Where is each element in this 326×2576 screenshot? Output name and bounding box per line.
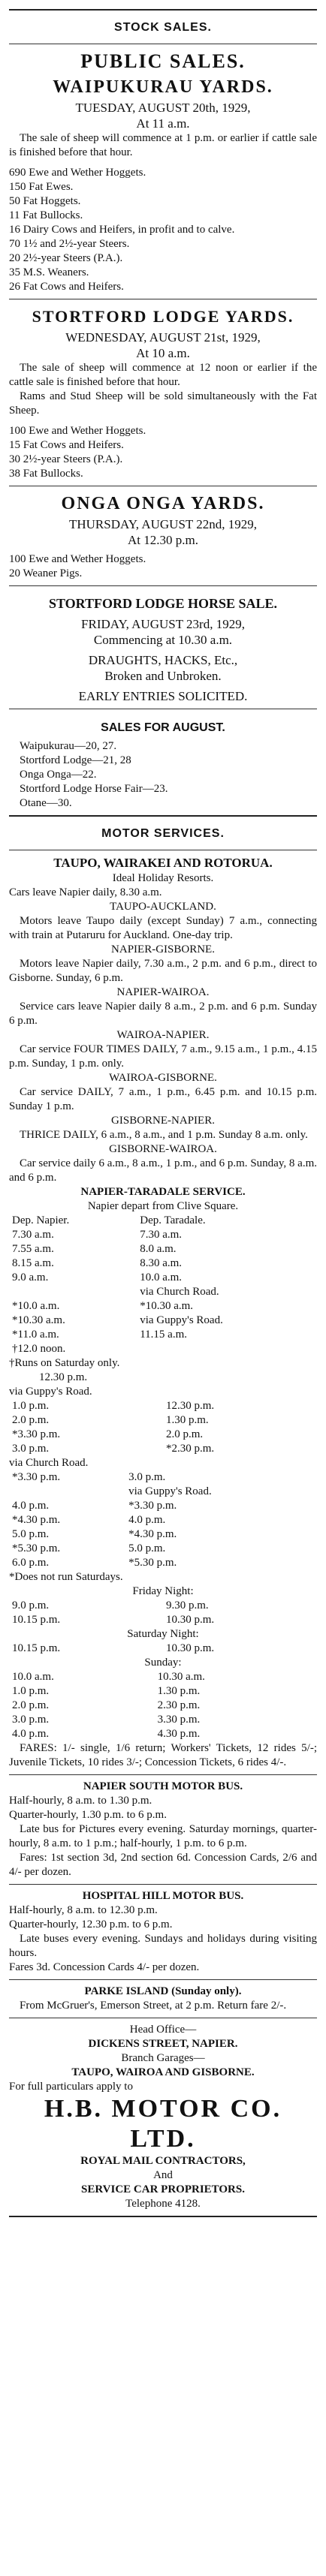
hospital-hill-line-1: Half-hourly, 8 a.m. to 12.30 p.m. (9, 1904, 158, 1916)
table-cell: 2.0 p.m. (12, 1699, 50, 1711)
table-row (9, 1642, 317, 1656)
hospital-hill-line-4: Fares 3d. Concession Cards 4/- per dozen. (9, 1961, 200, 1973)
table-cell: 3.0 p.m. (12, 1443, 50, 1455)
table-row (9, 1684, 317, 1699)
napier-south-line-2: Quarter-hourly, 1.30 p.m. to 6 p.m. (9, 1809, 167, 1821)
list-item: 15 Fat Cows and Heifers. (9, 439, 124, 451)
column-header: Dep. Taradale. (140, 1214, 206, 1226)
table-cell: 10.15 p.m. (12, 1642, 61, 1654)
wairoa-gisborne-line: Car service DAILY, 7 a.m., 1 p.m., 6.45 p.m. and 10.15 p.m. Sunday 1 p.m. (9, 1086, 317, 1112)
list-item: 30 2½-year Steers (P.A.). (9, 453, 123, 465)
stortford-note-2: Rams and Stud Sheep will be sold simultaneously with the Fat Sheep. (9, 390, 317, 417)
hospital-hill-line-3: Late buses every evening. Sundays and holidays during visiting hours. (9, 1933, 317, 1959)
stortford-note-1: The sale of sheep will commence at 12 noon or earlier if the cattle sale is finished before that hour. (9, 362, 317, 388)
table-cell: 7.55 a.m. (12, 1243, 54, 1255)
table-row (9, 1542, 317, 1556)
table-row (9, 1256, 317, 1271)
table-row (9, 1242, 317, 1256)
onga-time: At 12.30 p.m. (128, 533, 198, 547)
gisborne-napier-heading: GISBORNE-NAPIER. (111, 1115, 215, 1127)
table-row (9, 1314, 317, 1328)
company-line-1: ROYAL MAIL CONTRACTORS, (80, 2155, 246, 2167)
table-cell (137, 1342, 317, 1356)
saturday-night-label: Saturday Night: (127, 1628, 199, 1640)
table-cell: 11.15 a.m. (140, 1329, 188, 1341)
hospital-hill-heading: HOSPITAL HILL MOTOR BUS. (82, 1890, 244, 1902)
list-item: Stortford Lodge Horse Fair—23. (20, 783, 168, 795)
table-cell: 1.30 p.m. (157, 1685, 201, 1697)
taupo-line-1: Cars leave Napier daily, 8.30 a.m. (9, 886, 162, 898)
table-cell: 1.0 p.m. (12, 1685, 50, 1697)
napier-south-heading: NAPIER SOUTH MOTOR BUS. (83, 1780, 243, 1792)
gisborne-wairoa-heading: GISBORNE-WAIROA. (109, 1143, 217, 1155)
table-row (9, 1527, 317, 1542)
list-item: 100 Ewe and Wether Hoggets. (9, 553, 146, 565)
table-row (9, 1328, 317, 1342)
table-cell: 4.0 p.m. (12, 1500, 50, 1512)
table-cell: 10.0 a.m. (12, 1671, 54, 1683)
sunday-timetable (9, 1670, 317, 1741)
table-cell: 4.30 p.m. (157, 1728, 201, 1740)
taupo-sub: Ideal Holiday Resorts. (112, 872, 214, 884)
timetable-via-church: via Church Road. (9, 1457, 89, 1469)
list-item: Stortford Lodge—21, 28 (20, 754, 131, 766)
timetable-time: 12.30 p.m. (39, 1371, 88, 1383)
waipukurau-note: The sale of sheep will commence at 1 p.m. or earlier if cattle sale is finished before that hour. (9, 132, 317, 158)
list-item: Waipukurau—20, 27. (20, 740, 117, 752)
sales-for-august-title: SALES FOR AUGUST. (101, 721, 225, 734)
divider (9, 1774, 317, 1775)
table-cell: *11.0 a.m. (12, 1329, 59, 1341)
table-cell: 1.0 p.m. (12, 1400, 50, 1412)
table-row (9, 1413, 317, 1428)
table-cell: via Guppy's Road. (140, 1314, 223, 1326)
table-row (9, 1285, 317, 1299)
fares-text: FARES: 1/- single, 1/6 return; Workers' Tickets, 12 rides 5/-; Juvenile Tickets, 10 rides 3/-; Concession Tickets, 6 rides 4/-. (9, 1742, 317, 1768)
napier-south-line-3: Late bus for Pictures every evening. Saturday mornings, quarter-hourly, 8 a.m. to 1 p.m.; half-hourly, 1 p.m. to 6 p.m. (9, 1823, 317, 1849)
waipukurau-title: WAIPUKURAU YARDS. (53, 77, 273, 97)
table-cell: 4.0 p.m. (12, 1728, 50, 1740)
list-item: 20 2½-year Steers (P.A.). (9, 252, 123, 264)
table-cell: *10.30 a.m. (140, 1300, 194, 1312)
table-cell: via Guppy's Road. (128, 1485, 212, 1497)
table-cell: 2.0 p.m. (166, 1428, 204, 1440)
table-cell: *4.30 p.m. (12, 1514, 61, 1526)
company-line-3: SERVICE CAR PROPRIETORS. (81, 2183, 245, 2195)
table-row (9, 1442, 317, 1456)
list-item: 20 Weaner Pigs. (9, 567, 83, 579)
friday-timetable (9, 1599, 317, 1627)
table-cell: 7.30 a.m. (140, 1229, 183, 1241)
napier-gisborne-line: Motors leave Napier daily, 7.30 a.m., 2 p.m. and 6 p.m., direct to Gisborne. Sunday, 6 p.m. (9, 958, 317, 984)
table-cell: 8.15 a.m. (12, 1257, 54, 1269)
table-cell: *3.30 p.m. (128, 1500, 177, 1512)
list-item: 100 Ewe and Wether Hoggets. (9, 425, 146, 437)
gisborne-napier-line: THRICE DAILY, 6 a.m., 8 a.m., and 1 p.m. Sunday 8 a.m. only. (20, 1129, 308, 1141)
table-cell: *10.30 a.m. (12, 1314, 65, 1326)
table-row (9, 1727, 317, 1741)
august-list (9, 739, 317, 811)
sunday-label: Sunday: (144, 1657, 182, 1669)
list-item: 38 Fat Bullocks. (9, 468, 83, 480)
taradale-timetable (9, 1214, 317, 1356)
table-cell: *5.30 p.m. (128, 1557, 177, 1569)
gisborne-wairoa-line: Car service daily 6 a.m., 8 a.m., 1 p.m., and 6 p.m. Sunday, 8 a.m. and 6 p.m. (9, 1157, 317, 1184)
particulars-line: For full particulars apply to (9, 2081, 133, 2093)
table-row (9, 1428, 317, 1442)
table-row (9, 1670, 317, 1684)
head-office-label: Head Office— (129, 2024, 197, 2036)
bottom-rule (9, 2216, 317, 2217)
table-row (9, 1699, 317, 1713)
napier-taradale-heading: NAPIER-TARADALE SERVICE. (80, 1186, 246, 1198)
hospital-hill-line-2: Quarter-hourly, 12.30 p.m. to 6 p.m. (9, 1918, 173, 1930)
list-item: 70 1½ and 2½-year Steers. (9, 238, 130, 250)
table-cell: via Church Road. (140, 1286, 219, 1298)
table-cell (9, 1285, 137, 1299)
table-cell: 10.0 a.m. (140, 1271, 183, 1283)
table-row (9, 1485, 317, 1499)
divider (9, 585, 317, 586)
stortford-title: STORTFORD LODGE YARDS. (32, 307, 294, 326)
table-row (9, 1271, 317, 1285)
napier-wairoa-line: Service cars leave Napier daily 8 a.m., 2 p.m. and 6 p.m. Sunday 6 p.m. (9, 1001, 317, 1027)
napier-wairoa-heading: NAPIER-WAIROA. (116, 986, 210, 998)
table-cell: 7.30 a.m. (12, 1229, 54, 1241)
list-item: 16 Dairy Cows and Heifers, in profit and to calve. (9, 224, 235, 236)
parke-island-heading: PARKE ISLAND (Sunday only). (84, 1985, 242, 1997)
stortford-list (9, 424, 317, 481)
taradale-timetable-evening (9, 1470, 317, 1570)
table-cell: 10.30 a.m. (157, 1671, 205, 1683)
list-item: 26 Fat Cows and Heifers. (9, 281, 124, 293)
divider (9, 1979, 317, 1980)
waipukurau-date: TUESDAY, AUGUST 20th, 1929, (75, 101, 251, 115)
wairoa-gisborne-heading: WAIROA-GISBORNE. (109, 1072, 217, 1084)
horse-sale-title: STORTFORD LODGE HORSE SALE. (48, 596, 278, 611)
timetable-note-not-saturday: *Does not run Saturdays. (9, 1571, 123, 1583)
horse-line-2: Broken and Unbroken. (104, 669, 222, 683)
table-cell: 6.0 p.m. (12, 1557, 50, 1569)
table-cell: †12.0 noon. (12, 1343, 66, 1355)
friday-night-label: Friday Night: (132, 1585, 194, 1597)
list-item: 150 Fat Ewes. (9, 181, 74, 193)
table-cell: *5.30 p.m. (12, 1542, 61, 1554)
wairoa-napier-heading: WAIROA-NAPIER. (116, 1029, 210, 1041)
horse-line-1: DRAUGHTS, HACKS, Etc., (88, 653, 238, 667)
table-row (9, 1513, 317, 1527)
onga-list (9, 552, 317, 581)
horse-line-3: EARLY ENTRIES SOLICITED. (78, 689, 248, 703)
company-line-2: And (153, 2169, 173, 2181)
table-row (9, 1470, 317, 1485)
branch-garages-label: Branch Garages— (121, 2052, 205, 2064)
company-telephone: Telephone 4128. (125, 2198, 201, 2210)
table-cell: 3.0 p.m. (12, 1714, 50, 1726)
table-row (9, 1342, 317, 1356)
table-cell: 8.0 a.m. (140, 1243, 177, 1255)
table-row (9, 1499, 317, 1513)
parke-island-line: From McGruer's, Emerson Street, at 2 p.m. Return fare 2/-. (20, 2000, 287, 2012)
table-cell: *2.30 p.m. (166, 1443, 215, 1455)
table-row (9, 1228, 317, 1242)
top-rule (9, 9, 317, 11)
table-cell: 4.0 p.m. (128, 1514, 166, 1526)
section-rule (9, 815, 317, 817)
table-cell: 2.0 p.m. (12, 1414, 50, 1426)
table-row (9, 1613, 317, 1627)
saturday-timetable (9, 1642, 317, 1656)
stortford-date: WEDNESDAY, AUGUST 21st, 1929, (65, 330, 261, 345)
napier-gisborne-heading: NAPIER-GISBORNE. (111, 943, 215, 955)
table-cell: *4.30 p.m. (128, 1528, 177, 1540)
onga-date: THURSDAY, AUGUST 22nd, 1929, (68, 517, 257, 531)
table-cell: 12.30 p.m. (166, 1400, 215, 1412)
head-office-address: DICKENS STREET, NAPIER. (88, 2038, 238, 2050)
branch-garages-list: TAUPO, WAIROA AND GISBORNE. (71, 2066, 255, 2078)
table-cell: 9.0 a.m. (12, 1271, 49, 1283)
timetable-via: via Guppy's Road. (9, 1386, 92, 1398)
waipukurau-time: At 11 a.m. (136, 116, 190, 131)
table-header-row (9, 1214, 317, 1228)
company-name: H.B. MOTOR CO. LTD. (44, 2095, 282, 2153)
taupo-heading: TAUPO, WAIRAKEI AND ROTORUA. (53, 856, 273, 870)
timetable-note-saturday: †Runs on Saturday only. (9, 1357, 120, 1369)
table-cell: 9.30 p.m. (166, 1599, 209, 1612)
horse-time: Commencing at 10.30 a.m. (93, 633, 233, 647)
list-item: Otane—30. (20, 797, 72, 809)
list-item: 35 M.S. Weaners. (9, 266, 89, 278)
napier-south-line-4: Fares: 1st section 3d, 2nd section 6d. Concession Cards, 2/6 and 4/- per dozen. (9, 1852, 317, 1878)
taupo-auckland-heading: TAUPO-AUCKLAND. (110, 901, 216, 913)
public-sales-title: PUBLIC SALES. (80, 50, 246, 72)
table-cell: 5.0 p.m. (12, 1528, 50, 1540)
table-cell: 9.0 p.m. (12, 1599, 50, 1612)
napier-taradale-sub: Napier depart from Clive Square. (87, 1200, 239, 1212)
taradale-timetable-afternoon (9, 1399, 317, 1456)
table-cell (9, 1485, 125, 1499)
list-item: 50 Fat Hoggets. (9, 195, 81, 207)
table-cell: *3.30 p.m. (12, 1428, 61, 1440)
motor-services-header: MOTOR SERVICES. (101, 827, 225, 840)
list-item: 690 Ewe and Wether Hoggets. (9, 167, 146, 179)
table-row (9, 1299, 317, 1314)
table-row (9, 1399, 317, 1413)
divider (9, 1884, 317, 1885)
table-cell: *10.0 a.m. (12, 1300, 60, 1312)
list-item: Onga Onga—22. (20, 769, 97, 781)
table-cell: 3.0 p.m. (128, 1471, 166, 1483)
table-cell: *3.30 p.m. (12, 1471, 61, 1483)
napier-south-line-1: Half-hourly, 8 a.m. to 1.30 p.m. (9, 1795, 152, 1807)
table-cell: 10.30 p.m. (166, 1642, 215, 1654)
list-item: 11 Fat Bullocks. (9, 209, 83, 221)
onga-title: ONGA ONGA YARDS. (61, 494, 265, 513)
table-cell: 5.0 p.m. (128, 1542, 166, 1554)
table-cell: 3.30 p.m. (157, 1714, 201, 1726)
table-row (9, 1556, 317, 1570)
newspaper-column (9, 0, 317, 2217)
table-row (9, 1599, 317, 1613)
table-cell: 10.15 p.m. (12, 1614, 61, 1626)
table-cell: 10.30 p.m. (166, 1614, 215, 1626)
table-cell: 1.30 p.m. (166, 1414, 209, 1426)
taupo-line-2: Motors leave Taupo daily (except Sunday) 7 a.m., connecting with train at Putaruru for Auckland. One-day trip. (9, 915, 317, 941)
horse-date: FRIDAY, AUGUST 23rd, 1929, (81, 617, 245, 631)
stock-sales-header: STOCK SALES. (114, 21, 212, 34)
wairoa-napier-line: Car service FOUR TIMES DAILY, 7 a.m., 9.15 a.m., 1 p.m., 4.15 p.m. Sunday, 1 p.m. only. (9, 1043, 317, 1070)
stortford-time: At 10 a.m. (136, 346, 190, 360)
table-cell: 8.30 a.m. (140, 1257, 183, 1269)
column-header: Dep. Napier. (12, 1214, 70, 1226)
table-row (9, 1713, 317, 1727)
table-cell: 2.30 p.m. (157, 1699, 201, 1711)
waipukurau-list (9, 166, 317, 294)
